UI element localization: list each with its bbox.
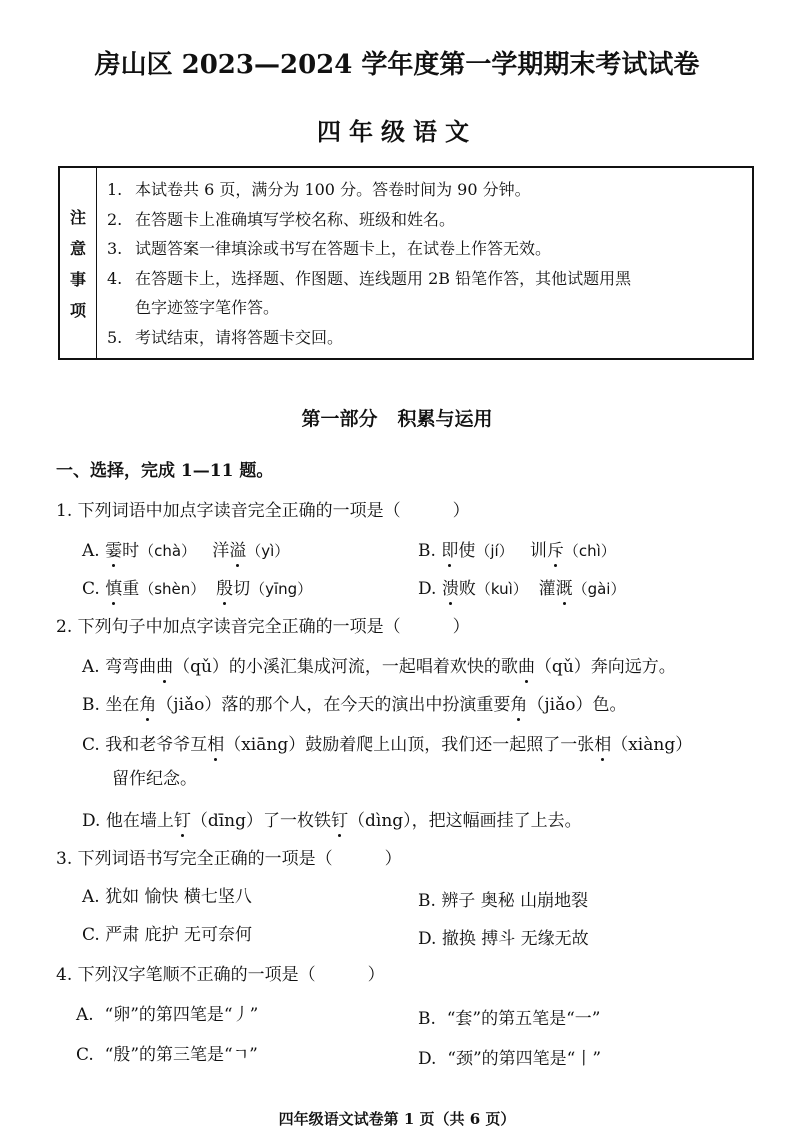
q3-option-a[interactable] [82, 882, 252, 907]
q3-option-d[interactable] [418, 924, 589, 949]
option-letter: B. [418, 1009, 436, 1029]
notice-list [97, 168, 752, 358]
word-char: 切 [233, 579, 251, 599]
option-text: 辨子 奥秘 山崩地裂 [441, 891, 589, 911]
dotted-char: 相 [594, 735, 612, 755]
question-4-stem [56, 960, 385, 985]
notice-text: 在答题卡上，选择题、作图题、连线题用 2B 铅笔作答，其他试题用黑 [135, 268, 632, 288]
option-text: 严肃 庇护 无可奈何 [105, 925, 253, 945]
option-text: “卵”的第四笔是“丿” [104, 1005, 259, 1025]
paren-close: ） [384, 849, 402, 869]
notice-item [107, 293, 752, 323]
sentence-text: 我和老爷爷互 [105, 735, 208, 755]
option-letter: B. [82, 695, 100, 715]
q1-option-b[interactable] [418, 536, 616, 561]
notice-text: 在答题卡上准确填写学校名称、班级和姓名。 [135, 209, 456, 229]
notice-num: 3. [107, 239, 123, 258]
option-letter: B. [418, 541, 436, 561]
pinyin: （kuì） [475, 580, 528, 598]
sentence-text: （jiǎo）色。 [527, 695, 627, 715]
word-char: 训 [529, 541, 547, 561]
paren-close: ） [452, 501, 470, 521]
q1-option-d[interactable] [418, 574, 625, 599]
word-char: 洋 [212, 541, 230, 561]
option-text: “殷”的第三笔是“ㄱ” [104, 1045, 258, 1065]
sentence-text: （dìng），把这幅画挂了上去。 [348, 811, 582, 831]
option-letter: A. [82, 887, 100, 907]
word-char: 使 [458, 541, 476, 561]
paren-close: ） [367, 965, 385, 985]
pinyin: （jí） [475, 542, 514, 560]
dotted-char: 钉 [331, 811, 348, 831]
notice-num: 1. [107, 180, 123, 199]
pinyin: （chà） [139, 542, 197, 560]
notice-num: 5. [107, 327, 123, 347]
notice-text: 考试结束，请将答题卡交回。 [135, 327, 344, 347]
q2-option-b[interactable] [82, 690, 626, 715]
notice-label [60, 168, 97, 358]
sentence-text: （jiǎo）落的那个人，在今天的演出中扮演重要 [156, 695, 511, 715]
q2-option-c[interactable] [82, 730, 692, 755]
question-stem-text: 2. 下列句子中加点字读音完全正确的一项是（ [56, 617, 401, 637]
q3-option-c[interactable] [82, 920, 252, 945]
sentence-text: （dīng）了一枚铁 [190, 811, 331, 831]
dotted-char: 斥 [546, 541, 564, 561]
notice-item [107, 264, 752, 294]
question-3-stem [56, 844, 402, 869]
option-text: “颈”的第四笔是“丨” [447, 1049, 602, 1069]
part-name: 积累与运用 [397, 408, 493, 430]
option-letter: C. [82, 579, 100, 599]
dotted-char: 溢 [229, 541, 247, 561]
word-char: 时 [122, 541, 140, 561]
option-text: 犹如 愉快 横七坚八 [105, 887, 252, 907]
part-title [0, 404, 794, 431]
notice-text: 试题答案一律填涂或书写在答题卡上，在试卷上作答无效。 [135, 239, 552, 258]
paren-close: ） [452, 617, 470, 637]
notice-item [107, 175, 752, 205]
q1-option-a[interactable] [82, 536, 289, 561]
exam-subtitle: 四年级语文 [317, 117, 477, 146]
pinyin: （yīng） [250, 580, 313, 598]
option-letter: B. [418, 891, 436, 911]
exam-title: 房山区 2023—2024 学年度第一学期期末考试试卷 [94, 50, 700, 80]
sentence-text: （qǔ）奔向远方。 [534, 657, 676, 677]
notice-box [58, 166, 754, 360]
notice-num: 4. [107, 268, 123, 288]
pinyin: （shèn） [139, 580, 206, 598]
question-stem-text: 3. 下列词语书写完全正确的一项是（ [56, 849, 333, 869]
notice-num [107, 293, 135, 323]
dotted-char: 角 [139, 695, 157, 715]
notice-item [107, 323, 752, 353]
dotted-char: 殷 [216, 579, 234, 599]
q4-option-c[interactable] [76, 1040, 258, 1065]
dotted-char: 角 [510, 695, 528, 715]
sentence-text: （xiāng）鼓励着爬上山顶，我们还一起照了一张 [224, 735, 595, 755]
dotted-char: 溉 [555, 579, 573, 599]
notice-label-char: 意 [69, 239, 86, 258]
option-text: “套”的第五笔是“一” [446, 1009, 601, 1029]
option-letter: C. [76, 1045, 94, 1065]
q2-option-d[interactable] [82, 806, 582, 831]
option-letter: D. [418, 1049, 437, 1069]
q4-option-a[interactable] [76, 1000, 258, 1025]
dotted-char: 即 [441, 541, 459, 561]
q4-option-d[interactable] [418, 1044, 601, 1069]
option-text: 撤换 搏斗 无缘无故 [441, 929, 589, 949]
option-letter: A. [82, 541, 100, 561]
option-letter: C. [82, 735, 100, 755]
dotted-char: 溃 [441, 579, 459, 599]
dotted-char: 曲 [517, 657, 535, 677]
notice-text: 本试卷共 6 页，满分为 100 分。答卷时间为 90 分钟。 [135, 180, 531, 199]
dotted-char: 曲 [156, 657, 174, 677]
sentence-text: 他在墙上 [105, 811, 174, 831]
notice-label-char: 事 [69, 270, 86, 289]
word-char: 灌 [538, 579, 556, 599]
dotted-char: 霎 [105, 541, 123, 561]
option-letter: D. [418, 929, 437, 949]
dotted-char: 相 [207, 735, 225, 755]
q1-option-c[interactable] [82, 574, 312, 599]
dotted-char: 钉 [173, 811, 191, 831]
pinyin: （chì） [563, 542, 616, 560]
notice-text: 色字迹签字笔作答。 [135, 298, 280, 317]
question-stem-text: 1. 下列词语中加点字读音完全正确的一项是（ [56, 501, 401, 521]
q2-option-a[interactable] [82, 652, 676, 677]
pinyin: （gài） [572, 580, 626, 598]
option-letter: C. [82, 925, 100, 945]
sentence-text: （qǔ）的小溪汇集成河流，一起唱着欢快的歌 [173, 657, 518, 677]
q4-option-b[interactable] [418, 1004, 600, 1029]
word-char: 重 [122, 579, 140, 599]
q2-option-c-continued: 留作纪念。 [112, 769, 197, 789]
question-1-stem [56, 496, 470, 521]
option-letter: A. [76, 1005, 94, 1025]
option-letter: A. [82, 657, 100, 677]
question-stem-text: 4. 下列汉字笔顺不正确的一项是（ [56, 965, 316, 985]
word-char: 败 [458, 579, 476, 599]
q3-option-b[interactable] [418, 886, 588, 911]
page-footer: 四年级语文试卷第 1 页（共 6 页） [278, 1110, 516, 1128]
pinyin: （yì） [246, 542, 290, 560]
notice-item [107, 234, 752, 264]
sentence-text: （xiàng） [611, 735, 693, 755]
notice-label-char: 注 [69, 208, 86, 227]
notice-num: 2. [107, 209, 123, 229]
section-heading: 一、选择，完成 1—11 题。 [56, 461, 274, 481]
sentence-text: 坐在 [105, 695, 140, 715]
question-2-stem [56, 612, 470, 637]
dotted-char: 慎 [105, 579, 123, 599]
notice-label-char: 项 [69, 301, 86, 320]
notice-item [107, 205, 752, 235]
part-label: 第一部分 [301, 408, 378, 430]
option-letter: D. [418, 579, 437, 599]
sentence-text: 弯弯曲 [105, 657, 157, 677]
option-letter: D. [82, 811, 101, 831]
